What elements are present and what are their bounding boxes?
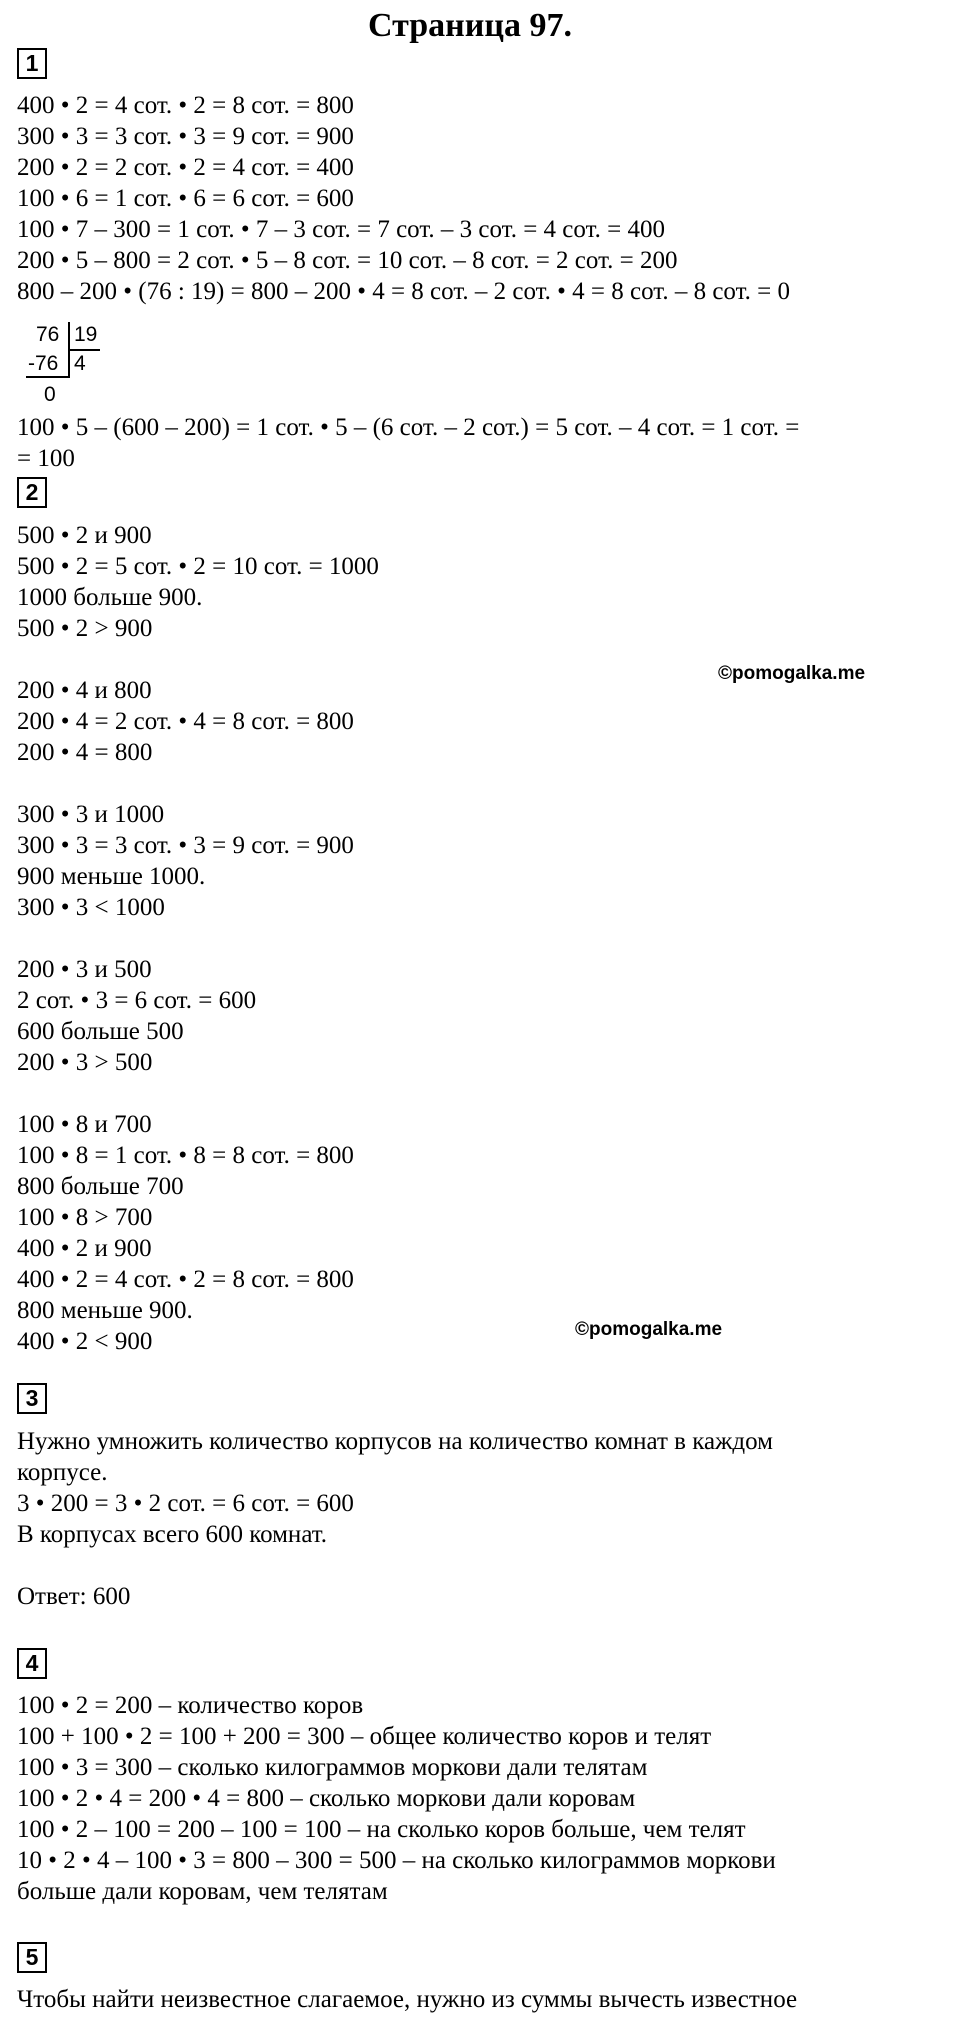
task-2-line: 200 • 4 = 2 сот. • 4 = 8 сот. = 800	[17, 708, 354, 735]
task-4-line: 10 • 2 • 4 – 100 • 3 = 800 – 300 = 500 – на сколько килограммов моркови	[17, 1847, 776, 1874]
watermark: ©pomogalka.me	[575, 1319, 723, 1340]
task-4-line: 100 • 2 • 4 = 200 • 4 = 800 – сколько моркови дали коровам	[17, 1785, 636, 1812]
task-2-line: 600 больше 500	[17, 1018, 184, 1045]
task-1-line: 100 • 6 = 1 сот. • 6 = 6 сот. = 600	[17, 185, 354, 212]
task-1-line: 800 – 200 • (76 : 19) = 800 – 200 • 4 = 8 сот. – 2 сот. • 4 = 8 сот. – 8 сот. = 0	[17, 278, 790, 305]
division-divisor: 19	[74, 323, 98, 346]
task-2-line: 400 • 2 = 4 сот. • 2 = 8 сот. = 800	[17, 1266, 354, 1293]
task-4-line: 100 • 2 – 100 = 200 – 100 = 100 – на сколько коров больше, чем телят	[17, 1816, 746, 1843]
task-2-line: 400 • 2 < 900	[17, 1328, 153, 1355]
task-1-line: 400 • 2 = 4 сот. • 2 = 8 сот. = 800	[17, 92, 354, 119]
task-2-line: 400 • 2 и 900	[17, 1235, 152, 1262]
division-subtracted: -76	[28, 352, 59, 375]
task-3-number: 3	[17, 1383, 47, 1414]
task-2-line: 500 • 2 = 5 сот. • 2 = 10 сот. = 1000	[17, 553, 379, 580]
task-2-line: 200 • 3 > 500	[17, 1049, 153, 1076]
task-3-line: Нужно умножить количество корпусов на количество комнат в каждом	[17, 1428, 773, 1455]
task-2-line: 800 меньше 900.	[17, 1297, 193, 1324]
task-2-number: 2	[17, 477, 47, 508]
division-quotient: 4	[74, 352, 86, 375]
task-3-line: В корпусах всего 600 комнат.	[17, 1521, 328, 1548]
task-2-line: 300 • 3 < 1000	[17, 894, 165, 921]
task-3-answer: Ответ: 600	[17, 1583, 131, 1610]
task-2-line: 500 • 2 > 900	[17, 615, 153, 642]
task-1-line: 200 • 2 = 2 сот. • 2 = 4 сот. = 400	[17, 154, 354, 181]
division-underline	[26, 376, 68, 378]
division-remainder: 0	[44, 383, 56, 406]
task-3-line: корпусе.	[17, 1459, 108, 1486]
task-5-number: 5	[17, 1942, 47, 1973]
task-2-line: 100 • 8 > 700	[17, 1204, 153, 1231]
task-2-line: 200 • 3 и 500	[17, 956, 152, 983]
task-4-line: 100 • 3 = 300 – сколько килограммов моркови дали телятам	[17, 1754, 648, 1781]
task-1-line: = 100	[17, 445, 75, 472]
task-2-line: 200 • 4 и 800	[17, 677, 152, 704]
division-quotient-line	[70, 349, 100, 351]
task-2-line: 500 • 2 и 900	[17, 522, 152, 549]
task-3-line: 3 • 200 = 3 • 2 сот. = 6 сот. = 600	[17, 1490, 354, 1517]
task-4-line: 100 • 2 = 200 – количество коров	[17, 1692, 364, 1719]
task-1-line: 100 • 5 – (600 – 200) = 1 сот. • 5 – (6 сот. – 2 сот.) = 5 сот. – 4 сот. = 1 сот. =	[17, 414, 800, 441]
task-2-line: 300 • 3 = 3 сот. • 3 = 9 сот. = 900	[17, 832, 354, 859]
task-2-line: 100 • 8 и 700	[17, 1111, 152, 1138]
task-2-line: 800 больше 700	[17, 1173, 184, 1200]
task-2-line: 100 • 8 = 1 сот. • 8 = 8 сот. = 800	[17, 1142, 354, 1169]
task-1-line: 100 • 7 – 300 = 1 сот. • 7 – 3 сот. = 7 сот. – 3 сот. = 4 сот. = 400	[17, 216, 665, 243]
task-4-line: больше дали коровам, чем телятам	[17, 1878, 388, 1905]
task-4-line: 100 + 100 • 2 = 100 + 200 = 300 – общее количество коров и телят	[17, 1723, 712, 1750]
task-5-line: Чтобы найти неизвестное слагаемое, нужно из суммы вычесть известное	[17, 1986, 798, 2013]
task-2-line: 200 • 4 = 800	[17, 739, 153, 766]
long-division	[22, 320, 112, 410]
task-2-line: 2 сот. • 3 = 6 сот. = 600	[17, 987, 257, 1014]
task-2-line: 900 меньше 1000.	[17, 863, 206, 890]
task-1-number: 1	[17, 48, 47, 79]
watermark: ©pomogalka.me	[718, 663, 866, 684]
task-1-line: 300 • 3 = 3 сот. • 3 = 9 сот. = 900	[17, 123, 354, 150]
task-2-line: 300 • 3 и 1000	[17, 801, 165, 828]
task-1-line: 200 • 5 – 800 = 2 сот. • 5 – 8 сот. = 10 сот. – 8 сот. = 2 сот. = 200	[17, 247, 678, 274]
task-4-number: 4	[17, 1648, 47, 1679]
task-2-line: 1000 больше 900.	[17, 584, 203, 611]
division-dividend: 76	[36, 323, 60, 346]
page-title: Страница 97.	[368, 7, 572, 44]
